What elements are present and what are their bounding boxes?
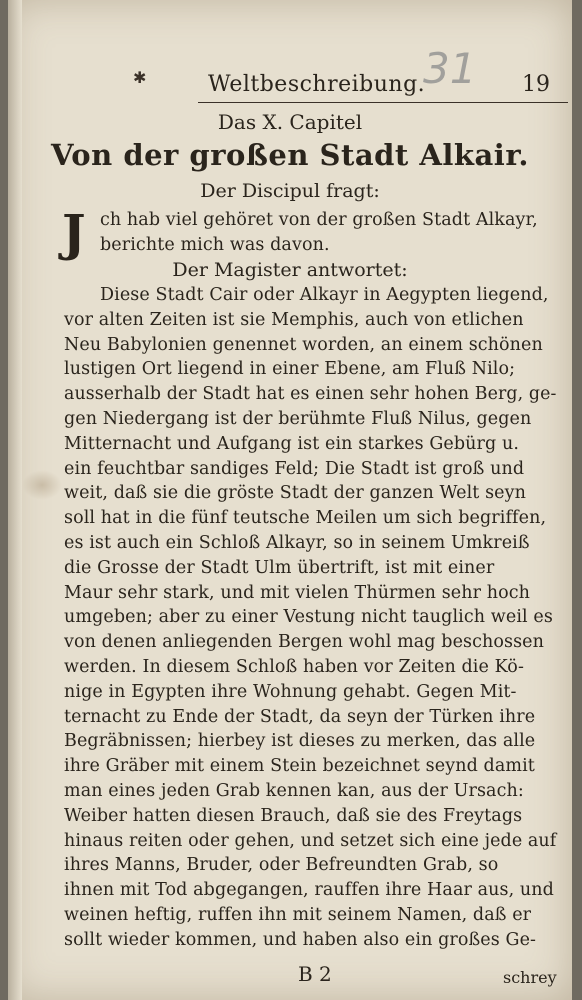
chapter-heading: Das X. Capitel xyxy=(217,110,363,134)
answer-line: Begräbnissen; hierbey ist dieses zu merken, das alle xyxy=(64,731,536,752)
answer-line: nige in Egypten ihre Wohnung gehabt. Gegen Mit- xyxy=(64,681,517,702)
answer-line: werden. In diesem Schloß haben vor Zeiten die Kö- xyxy=(64,657,524,677)
signature-mark: B 2 xyxy=(298,962,332,986)
question-line: ch hab viel gehöret von der großen Stadt Alkayr, xyxy=(100,210,538,230)
answer-line: ein feuchtbar sandiges Feld; Die Stadt ist groß und xyxy=(64,458,525,479)
chapter-title: Von der großen Stadt Alkair. xyxy=(50,138,530,172)
header-rule xyxy=(198,102,568,103)
answer-line: sollt wieder kommen, und haben also ein großes Ge- xyxy=(64,929,537,950)
answer-line: weinen heftig, ruffen ihn mit seinem Namen, daß er xyxy=(64,905,532,925)
answer-line: ausserhalb der Stadt hat es einen sehr hohen Berg, ge- xyxy=(64,384,557,405)
answer-line: Neu Babylonien genennet worden, an einem schönen xyxy=(64,334,543,355)
answer-line: ihre Gräber mit einem Stein bezeichnet seynd damit xyxy=(64,756,535,777)
answer-line: von denen anliegenden Bergen wohl mag beschossen xyxy=(64,632,544,653)
running-title: Weltbeschreibung. xyxy=(208,72,426,97)
answer-line: lustigen Ort liegend in einer Ebene, am Fluß Nilo; xyxy=(64,359,516,380)
answer-line: weit, daß sie die gröste Stadt der ganzen Welt seyn xyxy=(64,483,526,504)
catchword: schrey xyxy=(503,968,557,987)
ornament-mark: ✱ xyxy=(133,68,147,87)
answer-line: umgeben; aber zu einer Vestung nicht tauglich weil es xyxy=(64,607,553,628)
answer-line: es ist auch ein Schloß Alkayr, so in seinem Umkreiß xyxy=(64,533,530,553)
answer-line: hinaus reiten oder gehen, und setzet sich eine jede auf xyxy=(64,830,557,851)
answer-line: Diese Stadt Cair oder Alkayr in Aegypten liegend, xyxy=(100,285,549,305)
book-page xyxy=(8,0,572,1000)
answer-line: Maur sehr stark, und mit vielen Thürmen sehr hoch xyxy=(64,582,531,603)
answer-line: gen Niedergang ist der berühmte Fluß Nilus, gegen xyxy=(64,409,532,429)
answer-line: Weiber hatten diesen Brauch, daß sie des Freytags xyxy=(64,805,523,826)
running-header xyxy=(198,72,558,102)
answer-line: die Grosse der Stadt Ulm übertrift, ist mit einer xyxy=(64,557,495,578)
answer-line: soll hat in die fünf teutsche Meilen um sich begriffen, xyxy=(64,508,547,529)
answer-line: vor alten Zeiten ist sie Memphis, auch von etlichen xyxy=(64,309,524,330)
paper-stain xyxy=(22,470,62,500)
answer-line: ternacht zu Ende der Stadt, da seyn der Türken ihre xyxy=(64,706,536,727)
page-number: 19 xyxy=(522,72,550,97)
question-speaker: Der Discipul fragt: xyxy=(200,180,380,202)
answer-line: ihnen mit Tod abgegangen, rauffen ihre Haar aus, und xyxy=(64,880,554,901)
answer-line: ihres Manns, Bruder, oder Befreundten Grab, so xyxy=(64,855,499,876)
answer-line: Mitternacht und Aufgang ist ein starkes Gebürg u. xyxy=(64,433,519,454)
handwritten-note: 31 xyxy=(423,44,477,93)
answer-speaker: Der Magister antwortet: xyxy=(172,259,408,281)
answer-line: man eines jeden Grab kennen kan, aus der Ursach: xyxy=(64,781,524,801)
drop-cap: J xyxy=(62,203,86,262)
question-line: berichte mich was davon. xyxy=(100,235,330,255)
